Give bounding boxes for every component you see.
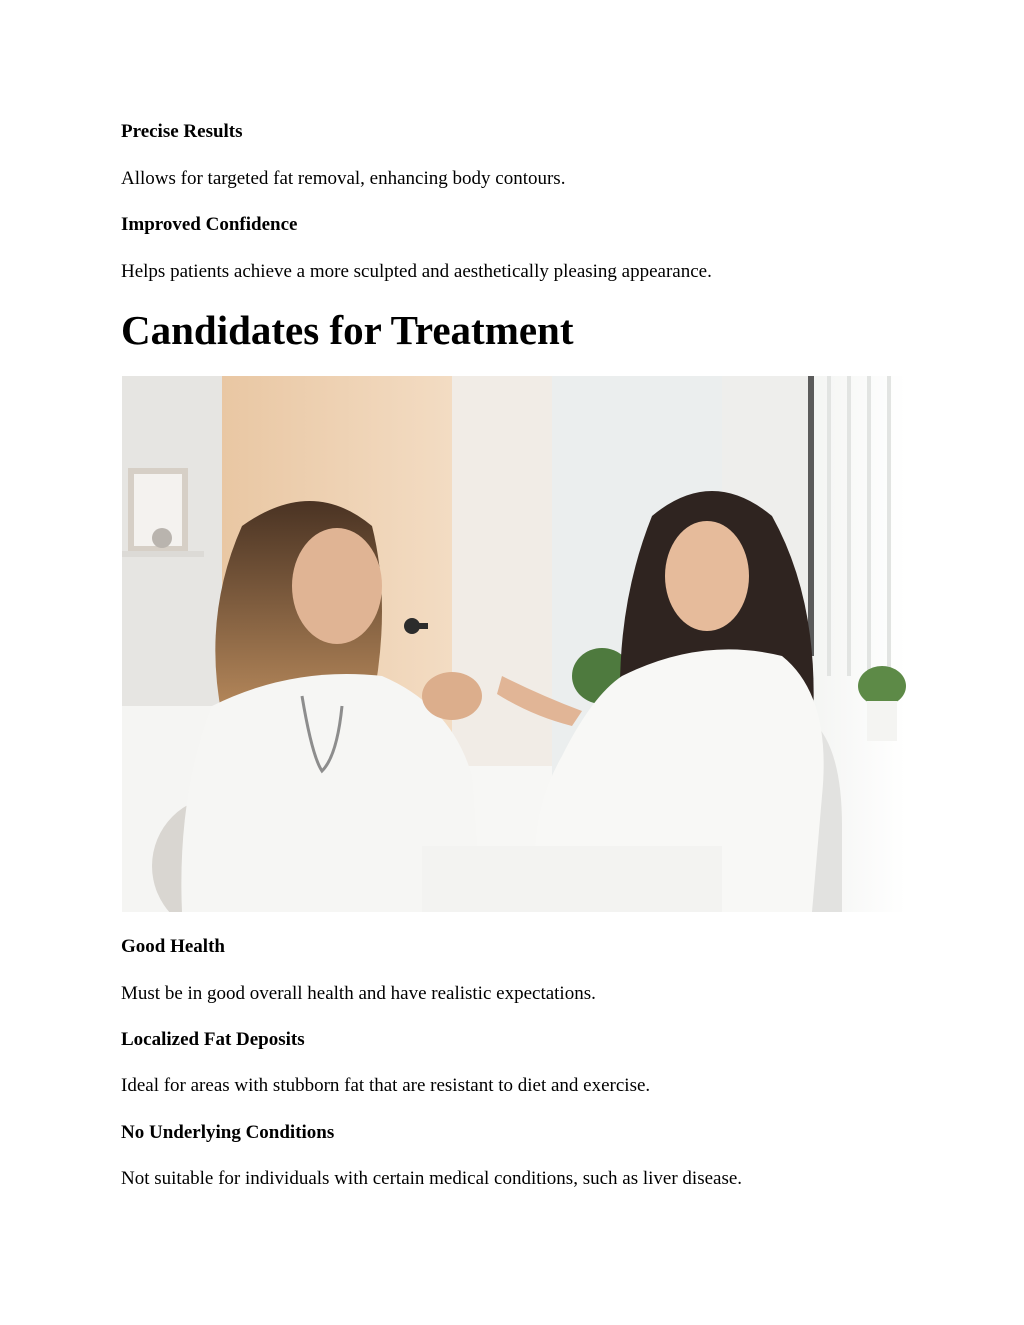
heading-precise-results: Precise Results <box>121 121 243 142</box>
heading-improved-confidence: Improved Confidence <box>121 214 298 235</box>
section-title-candidates: Candidates for Treatment <box>121 307 574 353</box>
heading-good-health: Good Health <box>121 936 225 957</box>
consultation-photo <box>122 376 906 912</box>
text-no-underlying-conditions: Not suitable for individuals with certain medical conditions, such as liver disease. <box>121 1168 743 1189</box>
text-precise-results: Allows for targeted fat removal, enhancing body contours. <box>121 168 566 189</box>
heading-no-underlying-conditions: No Underlying Conditions <box>121 1122 335 1143</box>
heading-localized-fat-deposits: Localized Fat Deposits <box>121 1029 305 1050</box>
text-localized-fat-deposits: Ideal for areas with stubborn fat that are resistant to diet and exercise. <box>121 1075 651 1096</box>
text-improved-confidence: Helps patients achieve a more sculpted and aesthetically pleasing appearance. <box>121 261 712 282</box>
text-good-health: Must be in good overall health and have realistic expectations. <box>121 983 596 1004</box>
